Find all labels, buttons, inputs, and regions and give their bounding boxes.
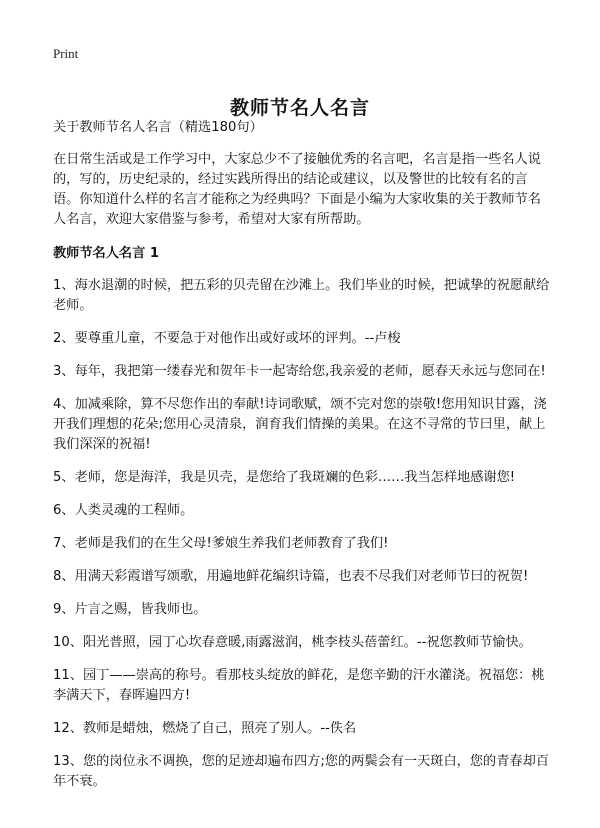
page-title: 教师节名人名言 <box>229 96 370 119</box>
quote-item: 13、您的岗位永不调换，您的足迹却遍布四方;您的两鬓会有一天斑白，您的青春却百年不衰。 <box>53 754 549 789</box>
quote-item: 4、加减乘除，算不尽您作出的奉献!诗词歌赋，颂不完对您的崇敬!您用知识甘露，浇开我们理想的花朵;您用心灵清泉，润育我们情操的美果。在这不寻常的节曰里，献上我们深深的祝福! <box>53 397 547 452</box>
article-content <box>53 118 553 805</box>
quote-item: 1、海水退潮的时候，把五彩的贝壳留在沙滩上。我们毕业的时候，把诚挚的祝愿献给老师。 <box>53 278 550 313</box>
quote-item: 3、每年，我把第一缕春光和贺年卡一起寄给您,我亲爱的老师，愿春天永远与您同在! <box>53 364 546 379</box>
quote-item: 6、人类灵魂的工程师。 <box>53 503 194 518</box>
quote-item: 10、阳光普照，园丁心坎春意暖,雨露滋润，桃李枝头蓓蕾红。--祝您教师节愉快。 <box>53 635 532 650</box>
print-link[interactable]: Print <box>53 46 79 61</box>
quote-item: 12、教师是蜡烛，燃烧了自己，照亮了别人。--佚名 <box>53 721 357 736</box>
quote-item: 9、片言之赐，皆我师也。 <box>53 602 207 617</box>
quote-item: 2、要尊重儿童，不要急于对他作出或好或坏的评判。--卢梭 <box>53 331 401 346</box>
quote-item: 8、用满天彩霞谱写颂歌，用遍地鲜花编织诗篇，也表不尽我们对老师节曰的祝贺! <box>53 569 529 584</box>
section-heading: 教师节名人名言 1 <box>53 246 160 261</box>
article-subtitle: 关于教师节名人名言（精选180句） <box>53 120 263 135</box>
quote-item: 5、老师，您是海洋，我是贝壳，是您给了我斑斓的色彩……我当怎样地感谢您! <box>53 470 516 485</box>
quote-item: 11、园丁——崇高的称号。看那枝头绽放的鲜花，是您辛勤的汗水灌浇。祝福您：桃李满天下，春晖遍四方! <box>53 668 545 703</box>
quote-item: 7、老师是我们的在生父母!爹娘生养我们老师教育了我们! <box>53 536 389 551</box>
intro-paragraph: 在日常生活或是工作学习中，大家总少不了接触优秀的名言吧，名言是指一些名人说的，写的，历史纪录的，经过实践所得出的结论或建议，以及警世的比较有名的言语。你知道什么样的名言才能称之为经典吗？下面是小编为大家收集的关于教师节名人名言，欢迎大家借鉴与参考，希望对大家有所帮助。 <box>53 152 541 227</box>
